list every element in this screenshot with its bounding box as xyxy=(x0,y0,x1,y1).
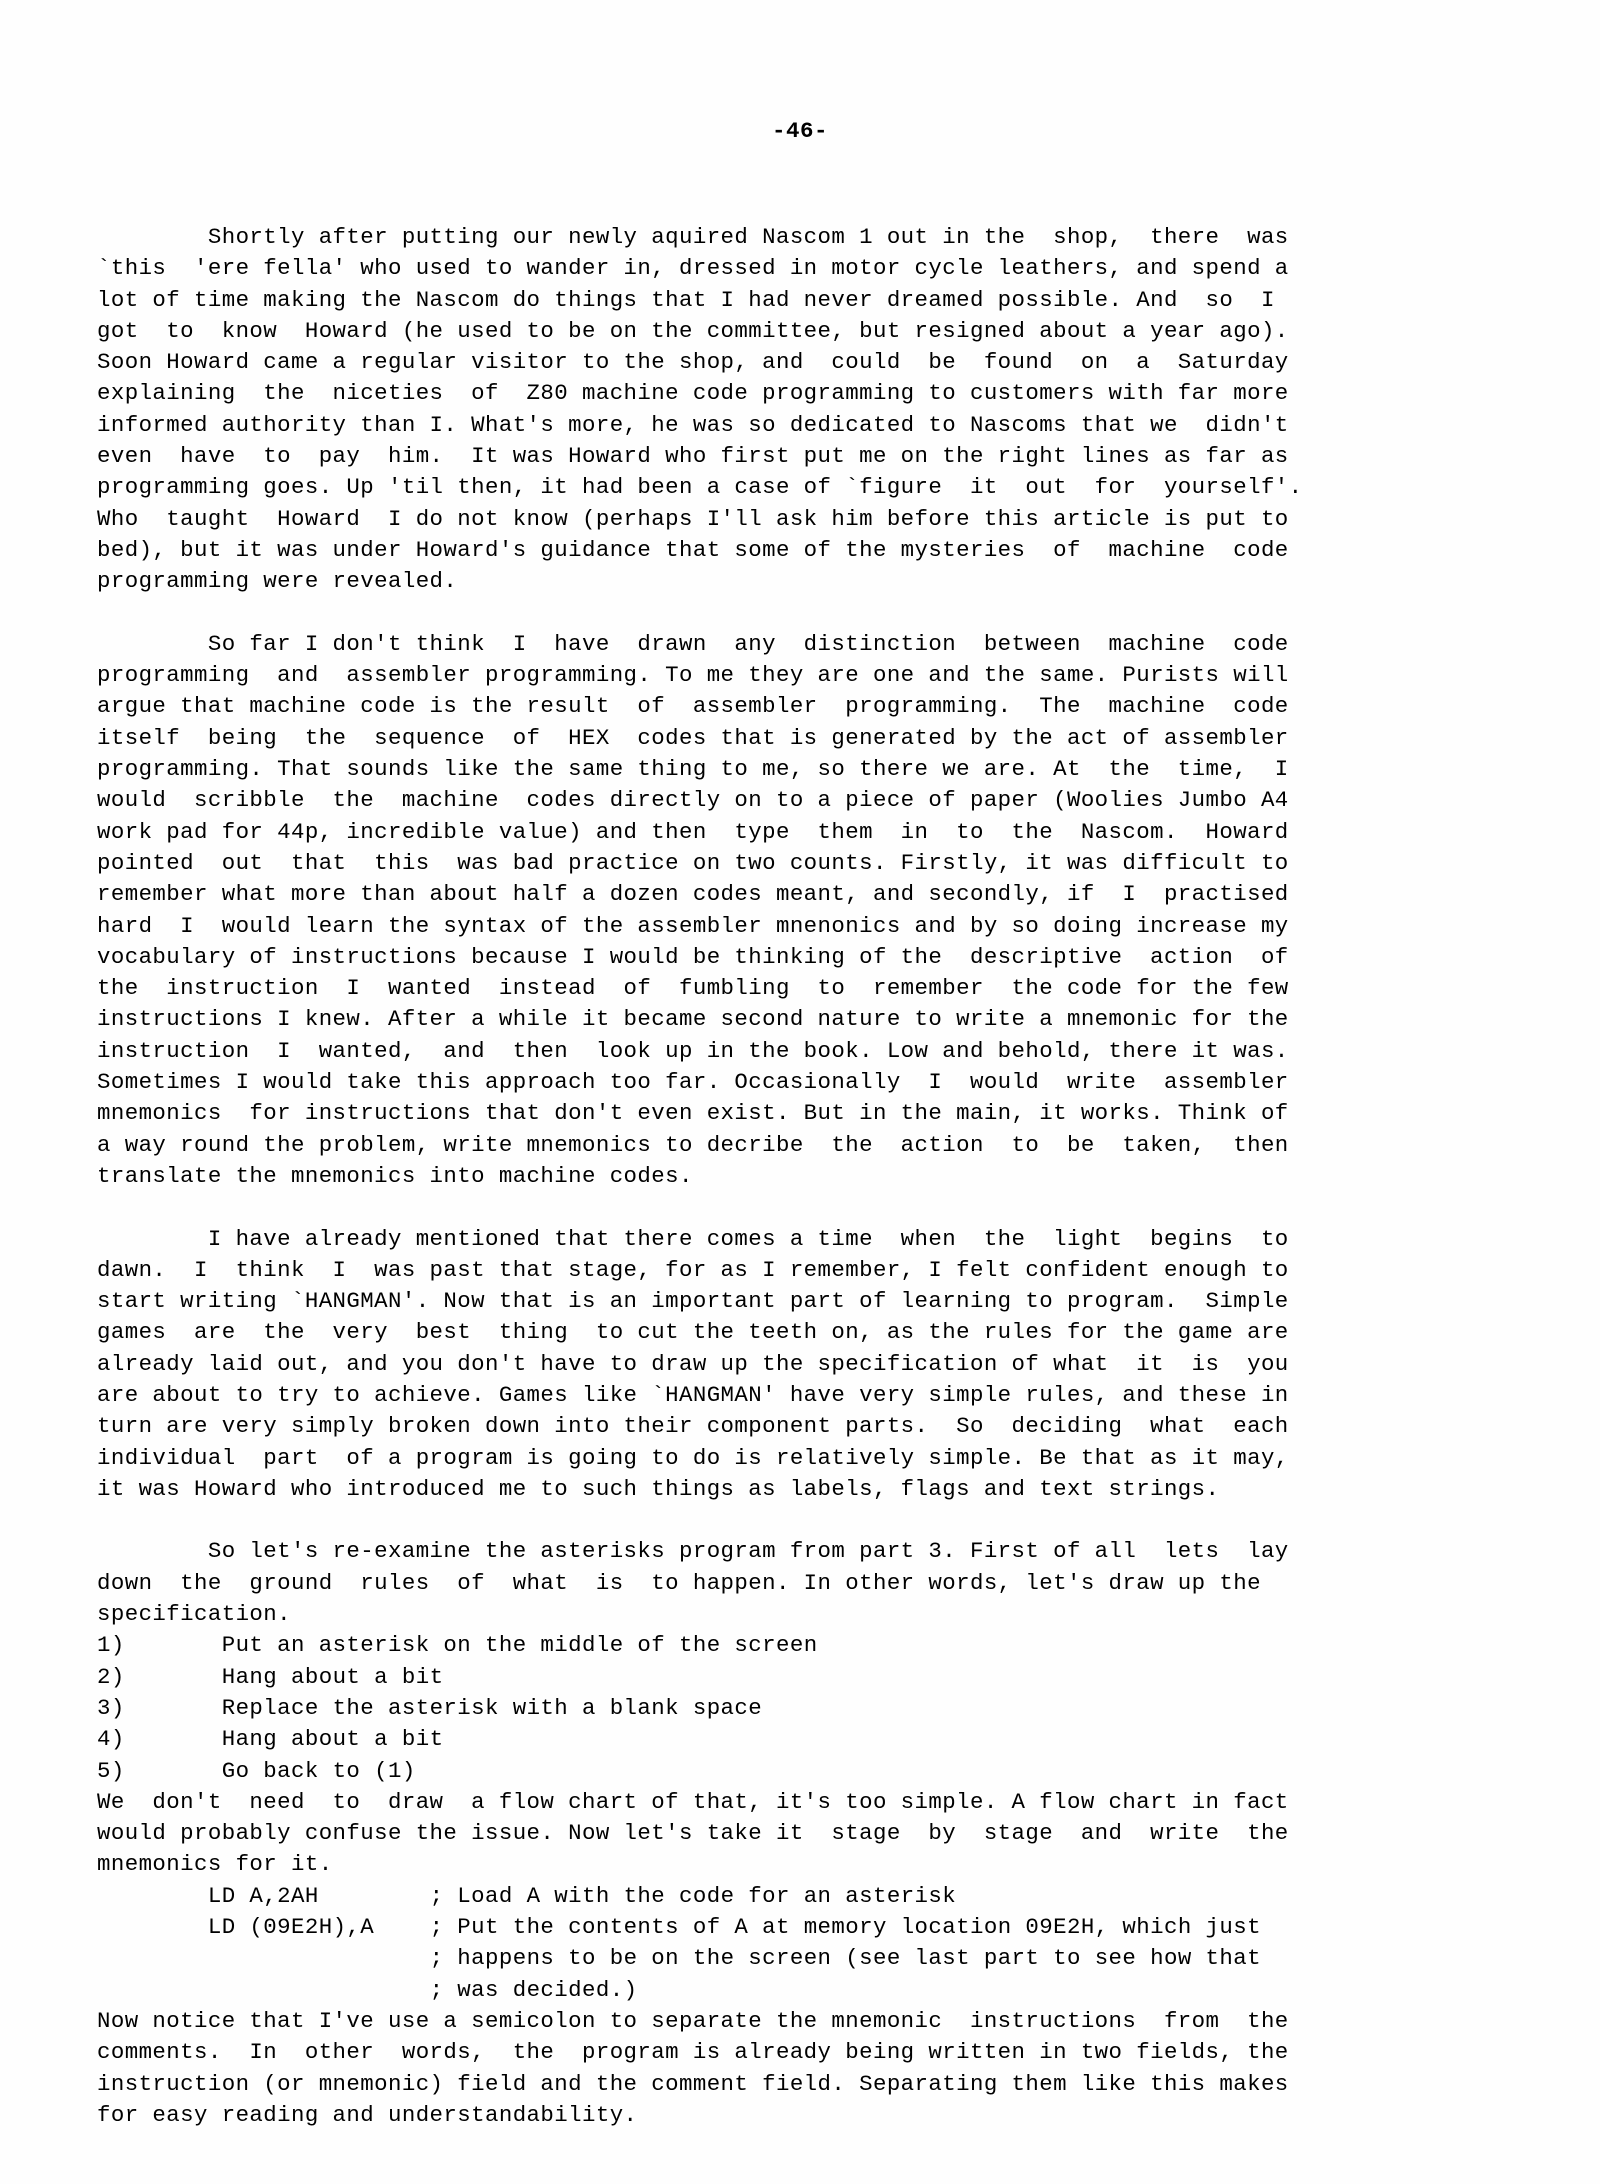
text-line: work pad for 44p, incredible value) and then type them in to the Nascom. Howard xyxy=(97,818,1289,845)
text-line: translate the mnemonics into machine codes. xyxy=(97,1162,693,1189)
list-item-tab xyxy=(125,1758,222,1784)
text-line: bed), but it was under Howard's guidance that some of the mysteries of machine code xyxy=(97,536,1289,563)
code-mnemonic: LD (09E2H),A xyxy=(207,1914,375,1941)
text-line: down the ground rules of what is to happen. In other words, let's draw up the xyxy=(97,1569,1261,1596)
text-line: `this 'ere fella' who used to wander in, dressed in motor cycle leathers, and spend a xyxy=(97,255,1289,282)
text-line: dawn. I think I was past that stage, for as I remember, I felt confident enough to xyxy=(97,1256,1289,1283)
code-column-gap xyxy=(374,1914,429,1940)
paragraph-1 xyxy=(97,222,1491,598)
text-line: already laid out, and you don't have to draw up the specification of what it is you xyxy=(97,1350,1289,1377)
text-line: hard I would learn the syntax of the assembler mnenonics and by so doing increase my xyxy=(97,912,1289,939)
text-line: it was Howard who introduced me to such things as labels, flags and text strings. xyxy=(97,1475,1220,1502)
text-line: would scribble the machine codes directly on to a piece of paper (Woolies Jumbo A4 xyxy=(97,787,1289,814)
text-line: would probably confuse the issue. Now let's take it stage by stage and write the xyxy=(97,1820,1289,1847)
text-line: even have to pay him. It was Howard who first put me on the right lines as far as xyxy=(97,443,1289,470)
text-line: the instruction I wanted instead of fumbling to remember the code for the few xyxy=(97,975,1289,1002)
text-line: I have already mentioned that there comes a time when the light begins to xyxy=(97,1225,1289,1252)
code-indent xyxy=(97,1883,208,1909)
text-line: a way round the problem, write mnemonics to decribe the action to be taken, then xyxy=(97,1131,1289,1158)
paragraph-2 xyxy=(97,629,1491,1192)
text-line: pointed out that this was bad practice on two counts. Firstly, it was difficult to xyxy=(97,849,1289,876)
code-comment: ; was decided.) xyxy=(429,1976,638,2003)
list-item xyxy=(97,1662,1491,1693)
code-indent xyxy=(97,1945,208,1971)
text-line: for easy reading and understandability. xyxy=(97,2101,638,2128)
text-line: We don't need to draw a flow chart of that, it's too simple. A flow chart in fact xyxy=(97,1788,1289,1815)
text-line: turn are very simply broken down into their component parts. So deciding what each xyxy=(97,1413,1289,1440)
list-item xyxy=(97,1724,1491,1755)
paragraph-3 xyxy=(97,1224,1491,1506)
specification-list xyxy=(97,1630,1491,1786)
list-item-tab xyxy=(125,1664,222,1690)
list-item xyxy=(97,1756,1491,1787)
text-line: got to know Howard (he used to be on the committee, but resigned about a year ago). xyxy=(97,317,1289,344)
list-item-marker: 1) xyxy=(97,1632,125,1659)
text-line: instruction (or mnemonic) field and the comment field. Separating them like this makes xyxy=(97,2070,1289,2097)
text-line: vocabulary of instructions because I would be thinking of the descriptive action of xyxy=(97,943,1289,970)
list-item-marker: 2) xyxy=(97,1663,125,1690)
text-line: instructions I knew. After a while it became second nature to write a mnemonic for the xyxy=(97,1006,1289,1033)
text-line: Soon Howard came a regular visitor to the shop, and could be found on a Saturday xyxy=(97,349,1289,376)
page-body xyxy=(97,222,1491,2131)
code-column-gap xyxy=(208,1945,430,1971)
text-line: individual part of a program is going to do is relatively simple. Be that as it may, xyxy=(97,1444,1289,1471)
code-comment: ; Load A with the code for an asterisk xyxy=(429,1882,957,1909)
text-line: remember what more than about half a dozen codes meant, and secondly, if I practised xyxy=(97,881,1289,908)
list-item-marker: 3) xyxy=(97,1694,125,1721)
code-comment: ; happens to be on the screen (see last part to see how that xyxy=(429,1945,1261,1972)
code-line xyxy=(97,1881,1491,1912)
paragraph-5 xyxy=(97,1787,1491,1881)
paragraph-spacer xyxy=(97,1505,1491,1536)
list-item-marker: 4) xyxy=(97,1726,125,1753)
list-item xyxy=(97,1693,1491,1724)
text-line: Now notice that I've use a semicolon to separate the mnemonic instructions from the xyxy=(97,2007,1289,2034)
text-line: argue that machine code is the result of assembler programming. The machine code xyxy=(97,693,1289,720)
paragraph-spacer xyxy=(97,1192,1491,1223)
text-line: programming and assembler programming. To me they are one and the same. Purists will xyxy=(97,662,1289,689)
list-item-text: Hang about a bit xyxy=(221,1726,444,1753)
list-item-tab xyxy=(125,1632,222,1658)
text-line: programming goes. Up 'til then, it had been a case of `figure it out for yourself'. xyxy=(97,474,1303,501)
code-line xyxy=(97,1975,1491,2006)
text-line: Shortly after putting our newly aquired Nascom 1 out in the shop, there was xyxy=(97,224,1289,250)
list-item-text: Put an asterisk on the middle of the screen xyxy=(221,1632,818,1659)
text-line: Sometimes I would take this approach too far. Occasionally I would write assembler xyxy=(97,1069,1289,1096)
text-line: mnemonics for it. xyxy=(97,1851,333,1878)
list-item-marker: 5) xyxy=(97,1757,125,1784)
list-item-tab xyxy=(125,1695,222,1721)
list-item-text: Go back to (1) xyxy=(221,1757,416,1784)
code-line xyxy=(97,1912,1491,1943)
list-item-text: Hang about a bit xyxy=(221,1663,444,1690)
text-line: explaining the niceties of Z80 machine code programming to customers with far more xyxy=(97,380,1289,407)
text-line: Who taught Howard I do not know (perhaps I'll ask him before this article is put to xyxy=(97,505,1289,532)
code-indent xyxy=(97,1977,208,2003)
text-line: are about to try to achieve. Games like `HANGMAN' have very simple rules, and these in xyxy=(97,1381,1289,1408)
text-line: specification. xyxy=(97,1601,291,1628)
list-item-tab xyxy=(125,1726,222,1752)
text-line: comments. In other words, the program is already being written in two fields, the xyxy=(97,2039,1289,2066)
text-line: So far I don't think I have drawn any distinction between machine code xyxy=(97,630,1289,657)
text-line: So let's re-examine the asterisks program from part 3. First of all lets lay xyxy=(97,1538,1289,1565)
code-mnemonic: LD A,2AH xyxy=(207,1882,319,1909)
paragraph-4 xyxy=(97,1536,1491,1630)
code-line xyxy=(97,1943,1491,1974)
text-line: programming. That sounds like the same thing to me, so there we are. At the time, I xyxy=(97,756,1289,783)
assembly-code-block xyxy=(97,1881,1491,2006)
text-line: lot of time making the Nascom do things that I had never dreamed possible. And so I xyxy=(97,286,1275,313)
paragraph-6 xyxy=(97,2006,1491,2131)
text-line: programming were revealed. xyxy=(97,568,458,595)
text-line: itself being the sequence of HEX codes that is generated by the act of assembler xyxy=(97,724,1289,751)
text-line: games are the very best thing to cut the teeth on, as the rules for the game are xyxy=(97,1319,1289,1346)
text-line: mnemonics for instructions that don't even exist. But in the main, it works. Think of xyxy=(97,1100,1289,1127)
code-indent xyxy=(97,1914,208,1940)
code-column-gap xyxy=(319,1883,430,1909)
page-number: -46- xyxy=(771,118,828,144)
code-comment: ; Put the contents of A at memory location 09E2H, which just xyxy=(429,1914,1261,1941)
text-line: instruction I wanted, and then look up in the book. Low and behold, there it was. xyxy=(97,1037,1289,1064)
list-item xyxy=(97,1630,1491,1661)
paragraph-spacer xyxy=(97,598,1491,629)
text-line: start writing `HANGMAN'. Now that is an important part of learning to program. Simple xyxy=(97,1288,1289,1315)
code-column-gap xyxy=(208,1977,430,2003)
text-line: informed authority than I. What's more, he was so dedicated to Nascoms that we didn't xyxy=(97,411,1289,438)
list-item-text: Replace the asterisk with a blank space xyxy=(221,1694,763,1721)
